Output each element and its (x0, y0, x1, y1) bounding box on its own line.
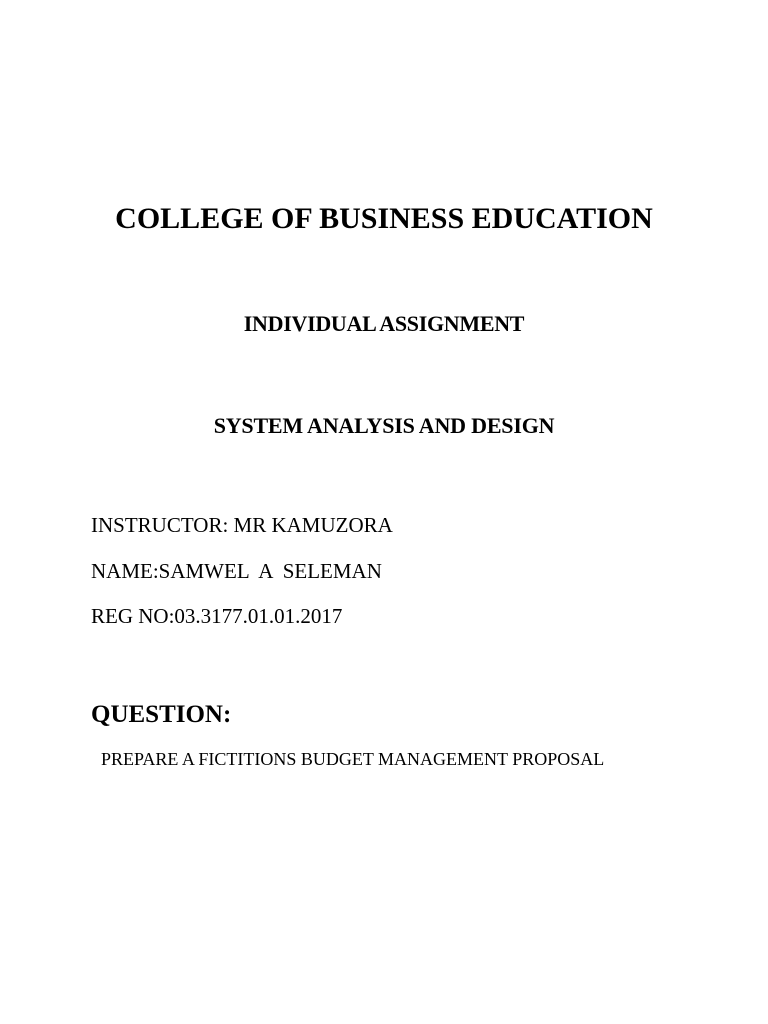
course-title: SYSTEM ANALYSIS AND DESIGN (213, 413, 555, 438)
question-heading: QUESTION: (91, 701, 232, 728)
question-text: PREPARE A FICTITIONS BUDGET MANAGEMENT PROPOSAL (101, 749, 605, 769)
assignment-type-heading: INDIVIDUAL ASSIGNMENT (243, 311, 525, 336)
instructor-line: INSTRUCTOR: MR KAMUZORA (91, 513, 393, 537)
institution-title: COLLEGE OF BUSINESS EDUCATION (115, 202, 653, 235)
registration-number-line: REG NO:03.3177.01.01.2017 (91, 604, 343, 628)
student-name-line: NAME:SAMWEL A SELEMAN (91, 559, 382, 583)
